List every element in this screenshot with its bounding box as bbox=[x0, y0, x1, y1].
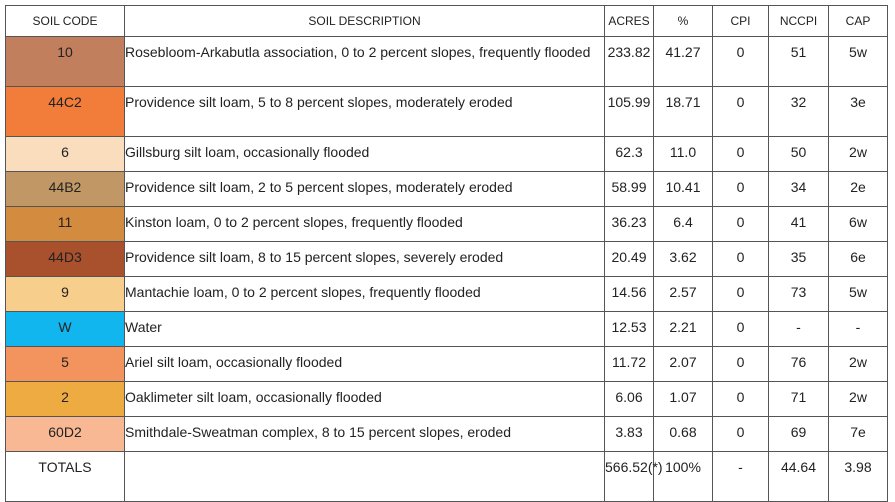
table-row bbox=[6, 87, 888, 137]
cpi-cell: 0 bbox=[713, 347, 769, 382]
cap-cell: 3e bbox=[829, 87, 888, 137]
acres-cell: 3.83 bbox=[605, 417, 654, 452]
soil-description-cell: Kinston loam, 0 to 2 percent slopes, frequently flooded bbox=[125, 207, 605, 242]
totals-nccpi: 44.64 bbox=[769, 452, 829, 502]
percent-cell: 1.07 bbox=[654, 382, 713, 417]
nccpi-cell: 76 bbox=[769, 347, 829, 382]
cap-cell: 7e bbox=[829, 417, 888, 452]
cpi-cell: 0 bbox=[713, 242, 769, 277]
cpi-cell: 0 bbox=[713, 277, 769, 312]
nccpi-cell: 73 bbox=[769, 277, 829, 312]
soil-code-cell: 44C2 bbox=[6, 87, 125, 137]
table-row bbox=[6, 37, 888, 87]
soil-description-cell: Rosebloom-Arkabutla association, 0 to 2 percent slopes, frequently flooded bbox=[125, 37, 605, 87]
percent-cell: 11.0 bbox=[654, 137, 713, 172]
soil-description-cell: Oaklimeter silt loam, occasionally flooded bbox=[125, 382, 605, 417]
header-cap: CAP bbox=[829, 6, 888, 37]
soil-code-cell: W bbox=[6, 312, 125, 347]
percent-cell: 2.57 bbox=[654, 277, 713, 312]
soil-code-cell: 6 bbox=[6, 137, 125, 172]
nccpi-cell: 69 bbox=[769, 417, 829, 452]
cap-cell: 2w bbox=[829, 347, 888, 382]
nccpi-cell: - bbox=[769, 312, 829, 347]
cpi-cell: 0 bbox=[713, 207, 769, 242]
table-row bbox=[6, 382, 888, 417]
nccpi-cell: 34 bbox=[769, 172, 829, 207]
nccpi-cell: 50 bbox=[769, 137, 829, 172]
soil-description-cell: Providence silt loam, 2 to 5 percent slopes, moderately eroded bbox=[125, 172, 605, 207]
percent-cell: 2.21 bbox=[654, 312, 713, 347]
totals-percent: 100% bbox=[654, 452, 713, 502]
cpi-cell: 0 bbox=[713, 87, 769, 137]
header-soil-code: SOIL CODE bbox=[6, 6, 125, 37]
cap-cell: 5w bbox=[829, 277, 888, 312]
totals-description-cell bbox=[125, 452, 605, 502]
header-cpi: CPI bbox=[713, 6, 769, 37]
percent-cell: 18.71 bbox=[654, 87, 713, 137]
soil-table bbox=[5, 5, 888, 502]
acres-cell: 105.99 bbox=[605, 87, 654, 137]
acres-cell: 11.72 bbox=[605, 347, 654, 382]
soil-description-cell: Smithdale-Sweatman complex, 8 to 15 percent slopes, eroded bbox=[125, 417, 605, 452]
percent-cell: 41.27 bbox=[654, 37, 713, 87]
acres-cell: 58.99 bbox=[605, 172, 654, 207]
header-acres: ACRES bbox=[605, 6, 654, 37]
cap-cell: 6e bbox=[829, 242, 888, 277]
nccpi-cell: 41 bbox=[769, 207, 829, 242]
cpi-cell: 0 bbox=[713, 172, 769, 207]
cap-cell: 2w bbox=[829, 137, 888, 172]
acres-cell: 14.56 bbox=[605, 277, 654, 312]
cap-cell: 2w bbox=[829, 382, 888, 417]
nccpi-cell: 32 bbox=[769, 87, 829, 137]
totals-row bbox=[6, 452, 888, 502]
percent-cell: 10.41 bbox=[654, 172, 713, 207]
table-row bbox=[6, 137, 888, 172]
header-percent: % bbox=[654, 6, 713, 37]
nccpi-cell: 71 bbox=[769, 382, 829, 417]
soil-description-cell: Gillsburg silt loam, occasionally flooded bbox=[125, 137, 605, 172]
soil-description-cell: Providence silt loam, 8 to 15 percent slopes, severely eroded bbox=[125, 242, 605, 277]
soil-description-cell: Ariel silt loam, occasionally flooded bbox=[125, 347, 605, 382]
acres-cell: 36.23 bbox=[605, 207, 654, 242]
cap-cell: 5w bbox=[829, 37, 888, 87]
header-nccpi: NCCPI bbox=[769, 6, 829, 37]
percent-cell: 2.07 bbox=[654, 347, 713, 382]
cap-cell: - bbox=[829, 312, 888, 347]
soil-description-cell: Providence silt loam, 5 to 8 percent slopes, moderately eroded bbox=[125, 87, 605, 137]
table-row bbox=[6, 242, 888, 277]
acres-cell: 62.3 bbox=[605, 137, 654, 172]
cap-cell: 2e bbox=[829, 172, 888, 207]
table-row bbox=[6, 207, 888, 242]
soil-code-cell: 11 bbox=[6, 207, 125, 242]
cap-cell: 6w bbox=[829, 207, 888, 242]
cpi-cell: 0 bbox=[713, 312, 769, 347]
acres-cell: 6.06 bbox=[605, 382, 654, 417]
table-row bbox=[6, 417, 888, 452]
nccpi-cell: 51 bbox=[769, 37, 829, 87]
soil-code-cell: 44D3 bbox=[6, 242, 125, 277]
acres-cell: 233.82 bbox=[605, 37, 654, 87]
acres-cell: 20.49 bbox=[605, 242, 654, 277]
percent-cell: 0.68 bbox=[654, 417, 713, 452]
table-row bbox=[6, 172, 888, 207]
cpi-cell: 0 bbox=[713, 137, 769, 172]
soil-code-cell: 10 bbox=[6, 37, 125, 87]
percent-cell: 6.4 bbox=[654, 207, 713, 242]
totals-cpi: - bbox=[713, 452, 769, 502]
nccpi-cell: 35 bbox=[769, 242, 829, 277]
soil-code-cell: 9 bbox=[6, 277, 125, 312]
soil-description-cell: Mantachie loam, 0 to 2 percent slopes, frequently flooded bbox=[125, 277, 605, 312]
cpi-cell: 0 bbox=[713, 37, 769, 87]
table-row bbox=[6, 312, 888, 347]
header-row bbox=[6, 6, 888, 37]
acres-cell: 12.53 bbox=[605, 312, 654, 347]
soil-code-cell: 2 bbox=[6, 382, 125, 417]
totals-cap: 3.98 bbox=[829, 452, 888, 502]
table-row bbox=[6, 347, 888, 382]
cpi-cell: 0 bbox=[713, 382, 769, 417]
percent-cell: 3.62 bbox=[654, 242, 713, 277]
soil-description-cell: Water bbox=[125, 312, 605, 347]
table-row bbox=[6, 277, 888, 312]
totals-label: TOTALS bbox=[6, 452, 125, 502]
soil-code-cell: 60D2 bbox=[6, 417, 125, 452]
header-soil-description: SOIL DESCRIPTION bbox=[125, 6, 605, 37]
totals-acres: 566.52(*) bbox=[605, 452, 654, 502]
cpi-cell: 0 bbox=[713, 417, 769, 452]
soil-code-cell: 44B2 bbox=[6, 172, 125, 207]
soil-code-cell: 5 bbox=[6, 347, 125, 382]
